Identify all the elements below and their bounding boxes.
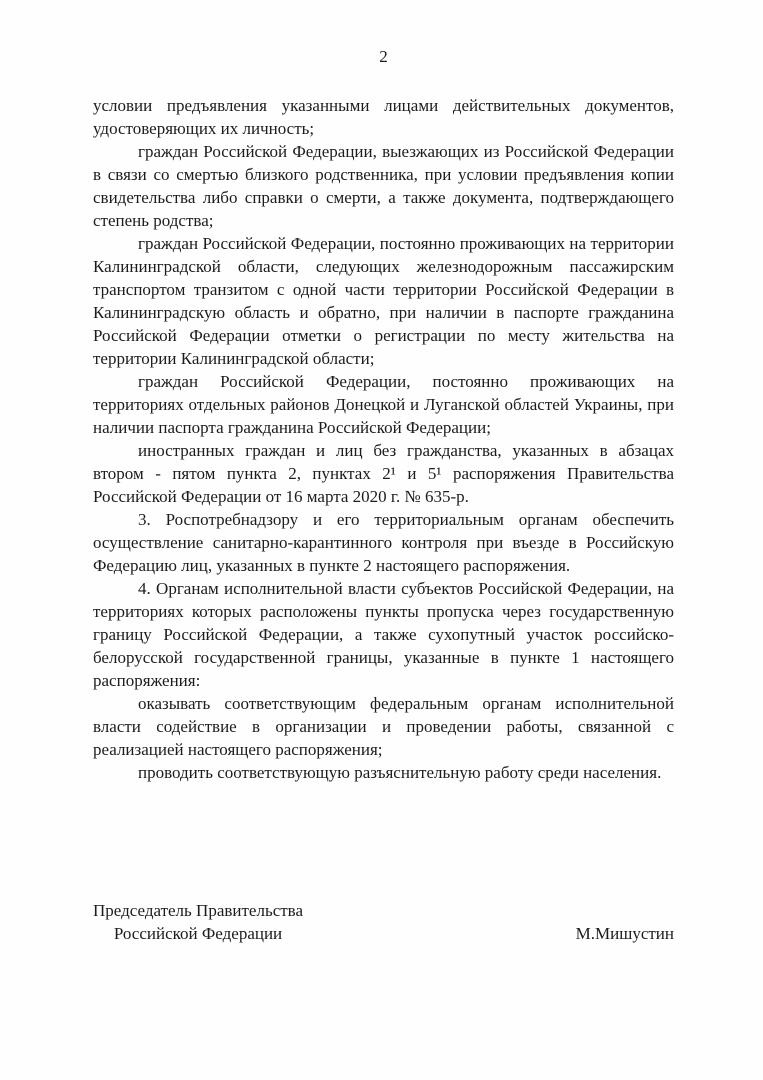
document-body [93,94,674,784]
signatory-name: М.Мишустин [575,924,674,943]
body-paragraph: условии предъявления указанными лицами действительных документов, удостоверяющих их личность; [93,96,674,138]
signatory-title-line2: Российской Федерации [113,924,283,943]
body-paragraph: иностранных граждан и лиц без гражданства, указанных в абзацах втором - пятом пункта 2, пунктах 2¹ и 5¹ распоряжения Правительства Российской Федерации от 16 марта 2020 г. № 635-р. [93,441,674,506]
signatory-title [93,899,303,945]
body-paragraph: оказывать соответствующим федеральным органам исполнительной власти содействие в организации и проведении работы, связанной с реализацией настоящего распоряжения; [93,694,674,759]
body-paragraph: проводить соответствующую разъяснительную работу среди населения. [138,763,662,782]
body-paragraph: граждан Российской Федерации, постоянно проживающих на территории Калининградской области, следующих железнодорожным пассажирским транспортом транзитом с одной части территории Российской Федерации в Калининградскую область и обратно, при наличии в паспорте гражданина Российской Федерации отметки о регистрации по месту жительства на территории Калининградской области; [93,234,674,368]
body-paragraph: 4. Органам исполнительной власти субъектов Российской Федерации, на территориях которых расположены пункты пропуска через государственную границу Российской Федерации, а также сухопутный участок российско-белорусской государственной границы, указанные в пункте 1 настоящего распоряжения: [93,579,674,690]
signature-block [93,899,674,945]
body-paragraph: 3. Роспотребнадзору и его территориальным органам обеспечить осуществление санитарно-карантинного контроля при въезде в Российскую Федерацию лиц, указанных в пункте 2 настоящего распоряжения. [93,510,674,575]
body-paragraph: граждан Российской Федерации, выезжающих из Российской Федерации в связи со смертью близкого родственника, при условии предъявления копии свидетельства либо справки о смерти, а также документа, подтверждающего степень родства; [93,142,674,230]
signatory-title-line1: Председатель Правительства [93,901,304,920]
body-paragraph: граждан Российской Федерации, постоянно проживающих на территориях отдельных районов Донецкой и Луганской областей Украины, при наличии паспорта гражданина Российской Федерации; [93,372,674,437]
page-number: 2 [379,47,388,66]
